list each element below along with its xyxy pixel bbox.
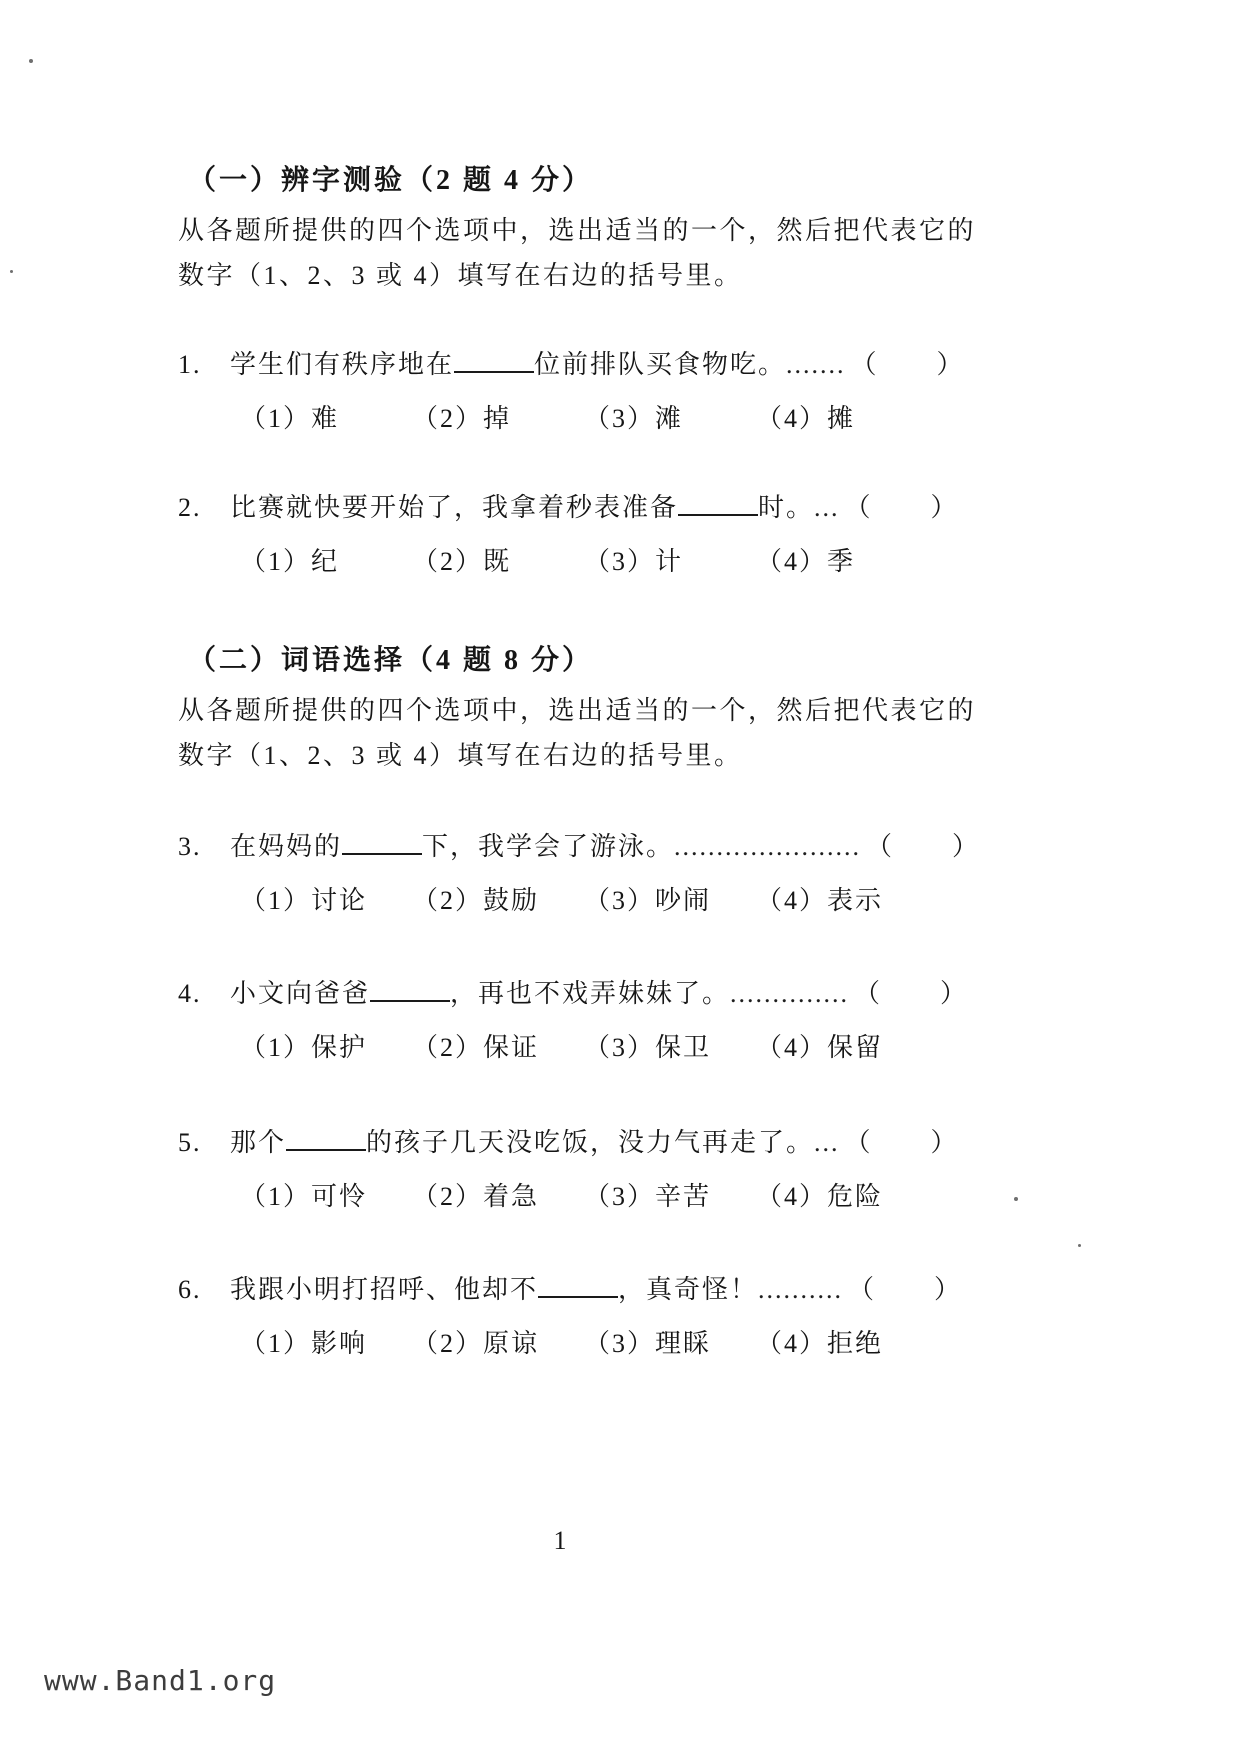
leader-dots: .......... [758,1275,844,1304]
question-number: 1. [178,350,202,379]
answer-bracket: （ ） [844,1128,959,1157]
question-3 [178,826,981,917]
leader-dots: ....... [786,350,846,379]
option-1: （1）纪 [240,547,340,576]
answer-bracket: （ ） [850,350,965,379]
option-3: （3）吵闹 [584,886,712,915]
scan-speckle [1078,1244,1081,1247]
question-5 [178,1122,959,1213]
scan-speckle [29,59,33,63]
page-number: 1 [553,1526,567,1555]
section-2-title: （二）词语选择（4 题 8 分） [188,645,594,676]
question-sentence: 比赛就快要开始了，我拿着秒表准备 时。 [230,487,814,524]
instruction-line-2: 数字（1、2、3 或 4）填写在右边的括号里。 [178,261,743,290]
fill-in-blank [454,347,534,373]
option-2: （2）掉 [412,404,512,433]
option-1: （1）可怜 [240,1182,368,1211]
option-4: （4）表示 [756,886,884,915]
leader-dots: ...................... [674,832,862,861]
option-3: （3）计 [584,547,684,576]
fill-in-blank [678,490,758,516]
scan-speckle [1014,1197,1018,1201]
option-2: （2）既 [412,547,512,576]
question-number: 6. [178,1275,202,1304]
option-4: （4）拒绝 [756,1329,884,1358]
instruction-line-2: 数字（1、2、3 或 4）填写在右边的括号里。 [178,741,743,770]
section-1-instruction [178,208,977,298]
option-2: （2）原谅 [412,1329,540,1358]
option-4: （4）保留 [756,1033,884,1062]
leader-dots: .............. [730,979,850,1008]
option-1: （1）讨论 [240,886,368,915]
question-sentence: 那个 的孩子几天没吃饭，没力气再走了。 [230,1122,814,1159]
fill-in-blank [370,976,450,1002]
option-2: （2）鼓励 [412,886,540,915]
option-1: （1）影响 [240,1329,368,1358]
option-2: （2）保证 [412,1033,540,1062]
question-sentence: 我跟小明打招呼、他却不 ，真奇怪！ [230,1269,758,1306]
question-1 [178,344,965,435]
answer-bracket: （ ） [848,1275,963,1304]
scan-speckle [10,270,13,273]
option-3: （3）滩 [584,404,684,433]
option-1: （1）保护 [240,1033,368,1062]
question-number: 2. [178,493,202,522]
question-sentence: 学生们有秩序地在 位前排队买食物吃。 [230,344,786,381]
fill-in-blank [342,829,422,855]
section-2-instruction [178,688,977,778]
instruction-line-1: 从各题所提供的四个选项中，选出适当的一个，然后把代表它的 [178,216,977,245]
option-3: （3）理睬 [584,1329,712,1358]
option-3: （3）辛苦 [584,1182,712,1211]
option-2: （2）着急 [412,1182,540,1211]
question-number: 4. [178,979,202,1008]
answer-bracket: （ ） [854,979,969,1008]
instruction-line-1: 从各题所提供的四个选项中，选出适当的一个，然后把代表它的 [178,696,977,725]
question-sentence: 小文向爸爸 ，再也不戏弄妹妹了。 [230,973,730,1010]
question-4 [178,973,969,1064]
question-2 [178,487,959,578]
question-6 [178,1269,963,1360]
answer-bracket: （ ） [866,832,981,861]
option-1: （1）难 [240,404,340,433]
option-4: （4）季 [756,547,856,576]
fill-in-blank [538,1272,618,1298]
option-3: （3）保卫 [584,1033,712,1062]
option-4: （4）摊 [756,404,856,433]
section-1-title: （一）辨字测验（2 题 4 分） [188,165,594,196]
option-4: （4）危险 [756,1182,884,1211]
question-number: 5. [178,1128,202,1157]
leader-dots: ... [814,1128,840,1157]
exam-page-content [178,158,981,1360]
question-sentence: 在妈妈的 下，我学会了游泳。 [230,826,674,863]
fill-in-blank [286,1125,366,1151]
leader-dots: ... [814,493,840,522]
answer-bracket: （ ） [844,493,959,522]
question-number: 3. [178,832,202,861]
watermark-url: www.Band1.org [44,1664,277,1697]
